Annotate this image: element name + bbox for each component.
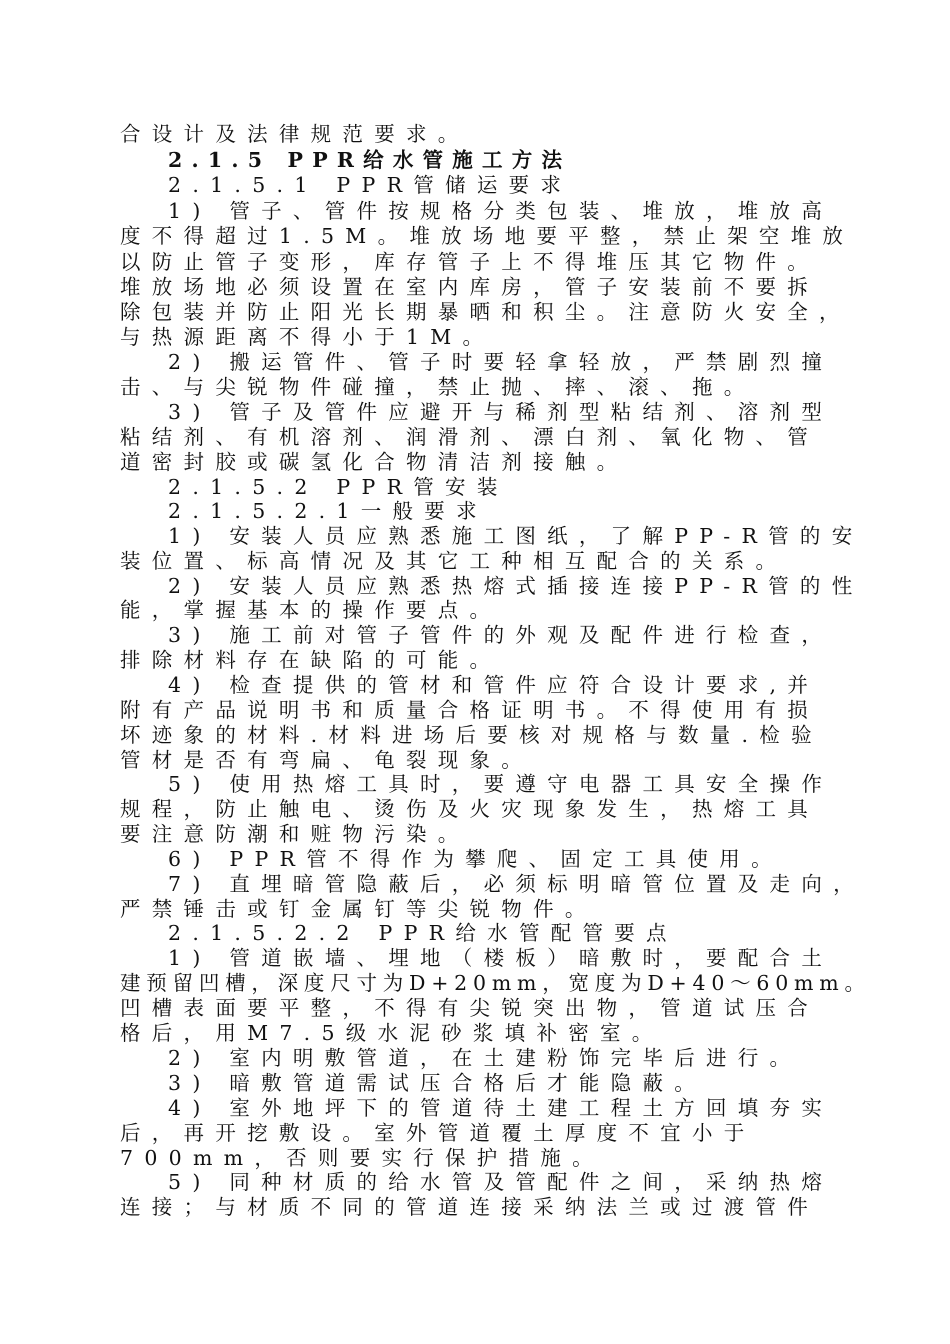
text-line: 格后，用M7.5级水泥砂浆填补密室。	[120, 1021, 664, 1045]
text-line: 1) 管道嵌墙、埋地（楼板）暗敷时，要配合土	[168, 946, 834, 970]
text-line: 规程，防止触电、烫伤及火灾现象发生，热熔工具	[120, 797, 820, 821]
text-line: 连接；与材质不同的管道连接采纳法兰或过渡管件	[120, 1195, 820, 1219]
text-line: 以防止管子变形，库存管子上不得堆压其它物件。	[120, 250, 820, 274]
text-line: 凹槽表面要平整，不得有尖锐突出物，管道试压合	[120, 996, 820, 1020]
section-heading: 2.1.5 PPR给水管施工方法	[168, 148, 572, 172]
text-line: 要注意防潮和赃物污染。	[120, 822, 470, 846]
text-line: 度不得超过1.5M。堆放场地要平整，禁止架空堆放	[120, 224, 855, 248]
text-line: 4) 室外地坪下的管道待土建工程土方回填夯实	[168, 1096, 834, 1120]
text-line: 2) 室内明敷管道，在土建粉饰完毕后进行。	[168, 1046, 802, 1070]
text-line: 3) 管子及管件应避开与稀剂型粘结剂、溶剂型	[168, 400, 834, 424]
text-line: 700mm，否则要实行保护措施。	[120, 1146, 604, 1170]
text-line: 1) 安装人员应熟悉施工图纸，了解PP-R管的安	[168, 524, 864, 548]
subsection-heading: 2.1.5.1 PPR管储运要求	[168, 173, 573, 197]
text-line: 装位置、标高情况及其它工种相互配合的关系。	[120, 549, 788, 573]
text-line: 5) 使用热熔工具时，要遵守电器工具安全操作	[168, 772, 834, 796]
text-line: 1) 管子、管件按规格分类包装、堆放，堆放高	[168, 199, 834, 223]
text-line: 管材是否有弯扁、龟裂现象。	[120, 748, 534, 772]
text-line: 除包装并防止阳光长期暴晒和积尘。注意防火安全，	[120, 300, 851, 324]
text-line: 与热源距离不得小于1M。	[120, 325, 495, 349]
text-line: 4) 检查提供的管材和管件应符合设计要求,并	[168, 673, 820, 697]
text-line: 道密封胶或碳氢化合物清洁剂接触。	[120, 450, 629, 474]
text-line: 2) 搬运管件、管子时要轻拿轻放，严禁剧烈撞	[168, 350, 834, 374]
text-line: 粘结剂、有机溶剂、润滑剂、漂白剂、氧化物、管	[120, 425, 820, 449]
text-line: 6) PPR管不得作为攀爬、固定工具使用。	[168, 847, 783, 871]
text-line: 合设计及法律规范要求。	[120, 122, 470, 146]
subsection-heading: 2.1.5.2 PPR管安装	[168, 475, 509, 499]
text-line: 堆放场地必须设置在室内库房，管子安装前不要拆	[120, 275, 820, 299]
text-line: 3) 暗敷管道需试压合格后才能隐蔽。	[168, 1071, 707, 1095]
text-line: 7) 直埋暗管隐蔽后，必须标明暗管位置及走向，	[168, 872, 865, 896]
text-line: 击、与尖锐物件碰撞，禁止抛、摔、滚、拖。	[120, 375, 756, 399]
text-line: 能，掌握基本的操作要点。	[120, 598, 502, 622]
subsection-heading: 2.1.5.2.2 PPR给水管配管要点	[168, 921, 678, 945]
text-line: 附有产品说明书和质量合格证明书。不得使用有损	[120, 698, 820, 722]
subsection-heading: 2.1.5.2.1一般要求	[168, 499, 488, 523]
text-line: 后，再开挖敷设。室外管道覆土厚度不宜小于	[120, 1121, 756, 1145]
text-line: 5) 同种材质的给水管及管配件之间，采纳热熔	[168, 1170, 834, 1194]
text-line: 2) 安装人员应熟悉热熔式插接连接PP-R管的性	[168, 574, 864, 598]
text-line: 排除材料存在缺陷的可能。	[120, 648, 502, 672]
text-line: 3) 施工前对管子管件的外观及配件进行检查，	[168, 623, 834, 647]
text-line: 坏迹象的材料.材料进场后要核对规格与数量.检验	[120, 723, 823, 747]
text-line: 严禁锤击或钉金属钉等尖锐物件。	[120, 897, 597, 921]
text-line: 建预留凹槽，深度尺寸为D+20mm，宽度为D+40～60mm。	[120, 971, 871, 995]
